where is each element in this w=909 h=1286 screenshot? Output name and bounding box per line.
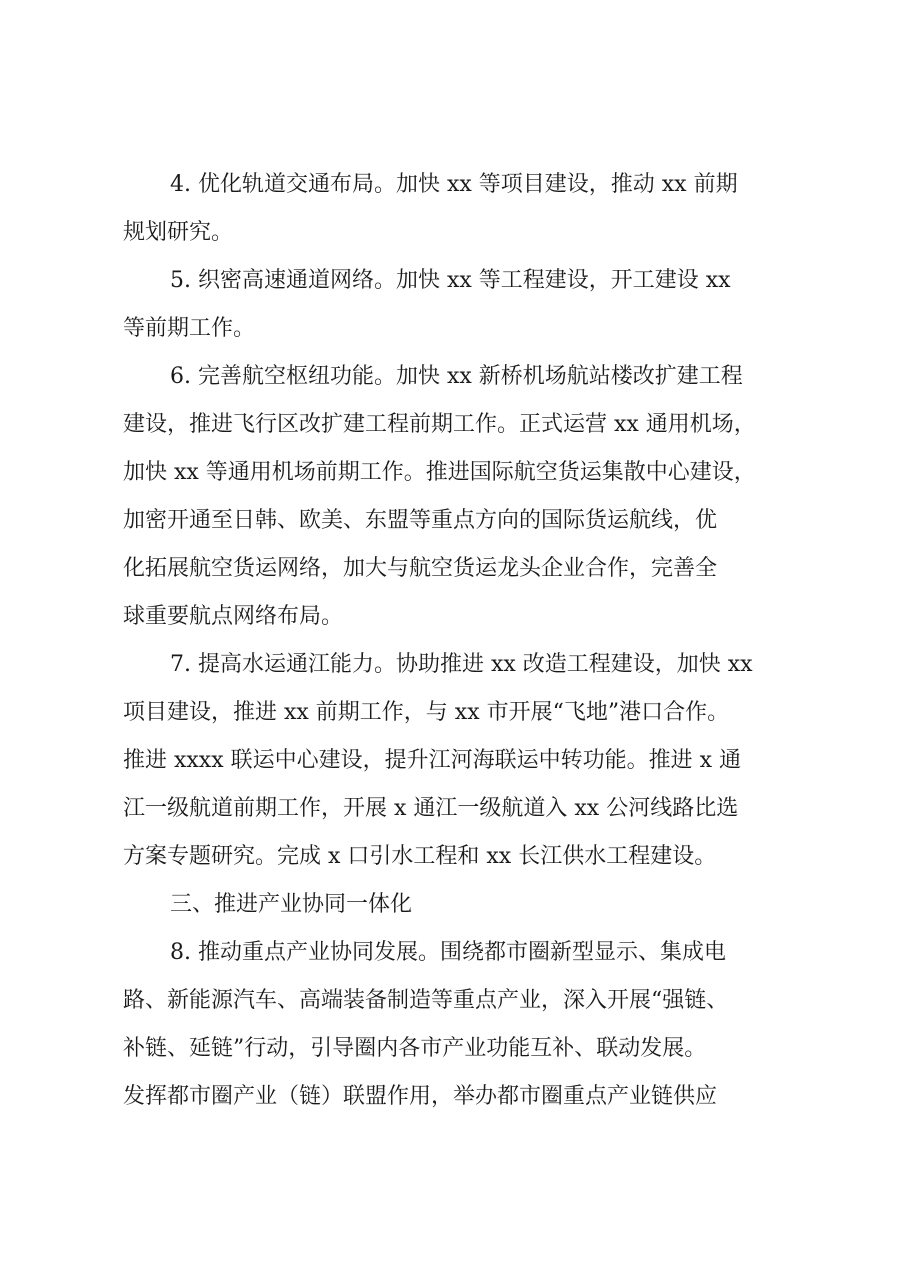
- item-4-line-1: 4. 优化轨道交通布局。加快 xx 等项目建设，推动 xx 前期: [170, 172, 738, 197]
- item-7-line-1: 7. 提高水运通江能力。协助推进 xx 改造工程建设，加快 xx: [170, 652, 753, 677]
- item-6-line-3: 加快 xx 等通用机场前期工作。推进国际航空货运集散中心建设，: [123, 460, 756, 485]
- item-6-line-6: 球重要航点网络布局。: [123, 604, 344, 629]
- item-5-line-2: 等前期工作。: [123, 316, 256, 341]
- item-6-line-5: 化拓展航空货运网络，加大与航空货运龙头企业合作，完善全: [123, 556, 718, 581]
- item-7-line-5: 方案专题研究。完成 x 口引水工程和 xx 长江供水工程建设。: [123, 844, 717, 869]
- item-5-line-1: 5. 织密高速通道网络。加快 xx 等工程建设，开工建设 xx: [170, 268, 731, 293]
- item-8-line-4: 发挥都市圈产业（链）联盟作用，举办都市圈重点产业链供应: [123, 1084, 718, 1109]
- item-6-line-2: 建设，推进飞行区改扩建工程前期工作。正式运营 xx 通用机场，: [123, 412, 756, 437]
- item-4-line-2: 规划研究。: [123, 220, 234, 245]
- item-6-line-4: 加密开通至日韩、欧美、东盟等重点方向的国际货运航线，优: [123, 508, 718, 533]
- item-6-line-1: 6. 完善航空枢纽功能。加快 xx 新桥机场航站楼改扩建工程: [170, 364, 743, 389]
- item-7-line-3: 推进 xxxx 联运中心建设，提升江河海联运中转功能。推进 x 通: [123, 748, 742, 773]
- item-7-line-4: 江一级航道前期工作，开展 x 通江一级航道入 xx 公河线路比选: [123, 796, 739, 821]
- section-heading: 三、推进产业协同一体化: [170, 892, 413, 917]
- item-8-line-2: 路、新能源汽车、高端装备制造等重点产业，深入开展“强链、: [123, 988, 729, 1013]
- item-8-line-1: 8. 推动重点产业协同发展。围绕都市圈新型显示、集成电: [170, 940, 726, 965]
- item-8-line-3: 补链、延链”行动，引导圈内各市产业功能互补、联动发展。: [123, 1036, 707, 1061]
- item-7-line-2: 项目建设，推进 xx 前期工作，与 xx 市开展“飞地”港口合作。: [123, 700, 730, 725]
